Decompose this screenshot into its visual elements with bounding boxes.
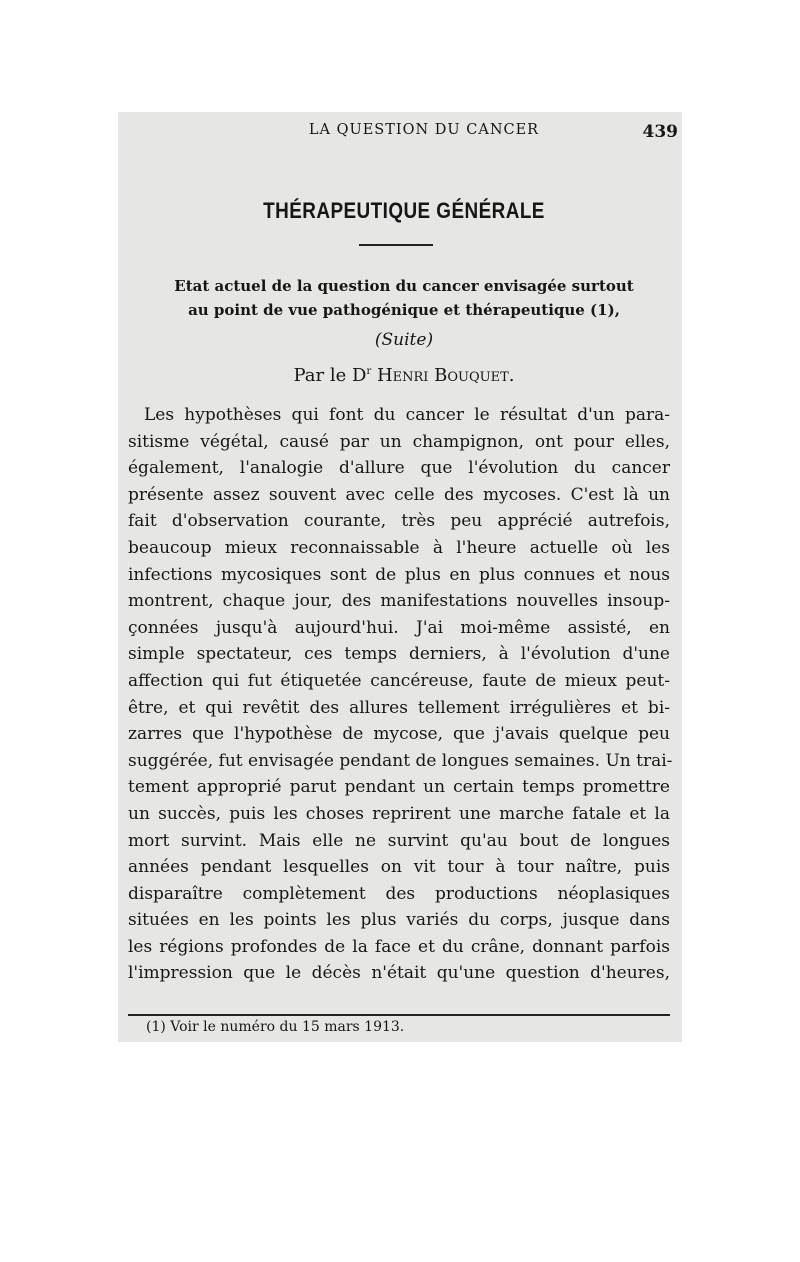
body-line: être, et qui revêtit des allures tellement irrégulières et bi- bbox=[128, 697, 670, 718]
body-line: présente assez souvent avec celle des mycoses. C'est là un bbox=[128, 484, 670, 505]
body-line: Les hypothèses qui font du cancer le résultat d'un para- bbox=[144, 405, 670, 425]
footnote: (1) Voir le numéro du 15 mars 1913. bbox=[146, 1019, 405, 1035]
section-title: THÉRAPEUTIQUE GÉNÉRALE bbox=[263, 198, 545, 223]
body-line: çonnées jusqu'à aujourd'hui. J'ai moi-même assisté, en bbox=[128, 617, 670, 638]
body-line: affection qui fut étiquetée cancéreuse, faute de mieux peut- bbox=[128, 670, 670, 691]
byline-sup: r bbox=[366, 366, 372, 377]
byline-prefix: Par le D bbox=[293, 365, 367, 386]
body-line: montrent, chaque jour, des manifestations nouvelles insoup- bbox=[128, 591, 670, 612]
running-head bbox=[130, 122, 678, 146]
body-line: mort survint. Mais elle ne survint qu'au bout de longues bbox=[128, 830, 670, 851]
body-line: simple spectateur, ces temps derniers, à l'évolution d'une bbox=[128, 644, 670, 665]
body-line: un succès, puis les choses reprirent une marche fatale et la bbox=[128, 803, 670, 824]
body-line: l'impression que le décès n'était qu'une question d'heures, bbox=[128, 963, 670, 984]
body-line: sitisme végétal, causé par un champignon, ont pour elles, bbox=[128, 431, 670, 452]
title-rule bbox=[359, 244, 433, 246]
suite-label: (Suite) bbox=[374, 330, 434, 350]
subtitle-line-1: Etat actuel de la question du cancer envisagée surtout bbox=[174, 277, 634, 295]
body-line: infections mycosiques sont de plus en plus connues et nous bbox=[128, 564, 670, 585]
body-line: disparaître complètement des productions néoplasiques bbox=[128, 883, 670, 904]
body-line: situées en les points les plus variés du corps, jusque dans bbox=[128, 910, 670, 931]
body-line: beaucoup mieux reconnaissable à l'heure actuelle où les bbox=[128, 537, 670, 558]
body-line: tement approprié parut pendant un certain temps promettre bbox=[128, 777, 670, 798]
article-subtitle bbox=[130, 274, 678, 322]
running-head-title: LA QUESTION DU CANCER bbox=[308, 122, 540, 138]
byline bbox=[130, 365, 678, 386]
body-line: années pendant lesquelles on vit tour à tour naître, puis bbox=[128, 857, 670, 878]
body-line: zarres que l'hypothèse de mycose, que j'avais quelque peu bbox=[128, 724, 670, 745]
body-line: fait d'observation courante, très peu apprécié autrefois, bbox=[128, 511, 670, 532]
byline-author: Henri Bouquet. bbox=[376, 365, 515, 386]
body-line: suggérée, fut envisagée pendant de longues semaines. Un trai- bbox=[128, 750, 673, 771]
body-line: les régions profondes de la face et du crâne, donnant parfois bbox=[128, 936, 670, 957]
footnote-rule bbox=[128, 1014, 670, 1016]
page-number: 439 bbox=[642, 122, 678, 142]
subtitle-line-2: au point de vue pathogénique et thérapeutique (1), bbox=[188, 301, 620, 319]
body-line: également, l'analogie d'allure que l'évolution du cancer bbox=[128, 458, 670, 479]
body-text bbox=[128, 402, 673, 987]
